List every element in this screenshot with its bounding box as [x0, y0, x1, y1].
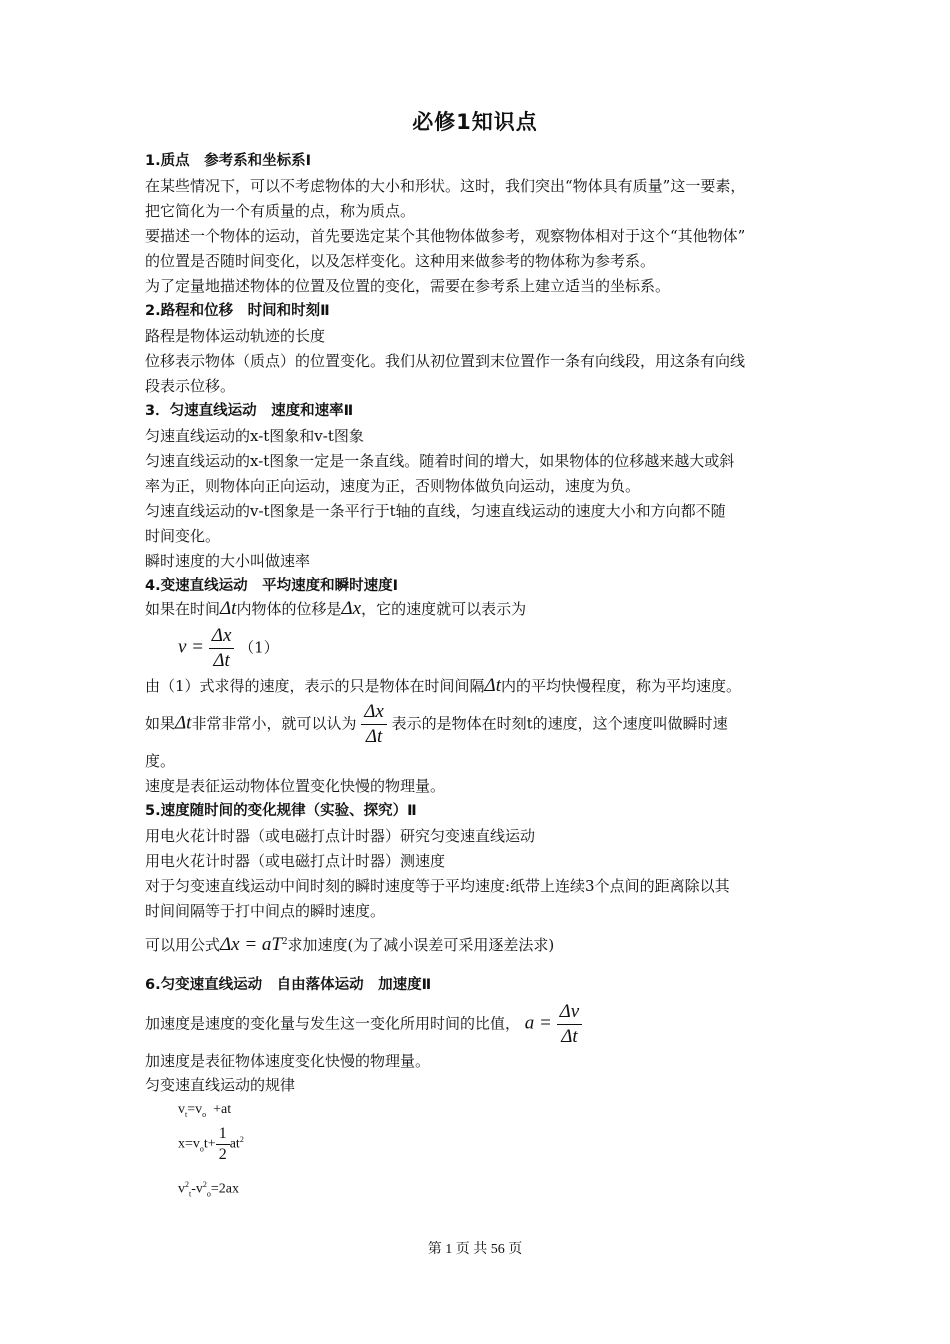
fraction-numerator: Δx — [209, 624, 235, 649]
s4-p3-text-pre: 如果 — [145, 714, 176, 733]
s4-p1-text-pre: 如果在时间 — [145, 600, 221, 618]
s6-paragraph-1 — [145, 1000, 815, 1049]
formula-subscript: o — [206, 1189, 211, 1199]
s1-paragraph-1b: 把它简化为一个有质量的点，称为质点。 — [145, 202, 416, 220]
section-2-heading: 2.路程和位移 时间和时刻Ⅱ — [145, 303, 330, 319]
s6-p1-text-pre: 加速度是速度的变化量与发生这一变化所用时间的比值， — [145, 1014, 521, 1033]
s1-paragraph-3: 为了定量地描述物体的位置及位置的变化，需要在参考系上建立适当的坐标系。 — [145, 277, 671, 295]
formula-part: -v — [191, 1181, 203, 1197]
page-footer: 第 1 页 共 56 页 — [427, 1242, 523, 1257]
s4-paragraph-1 — [145, 600, 815, 618]
formula-part: at — [229, 1136, 240, 1152]
formula-part: v — [178, 1102, 185, 1117]
s4-p3-text-post: 表示的是物体在时刻t的速度，这个速度叫做瞬时速 — [391, 714, 728, 733]
fraction-denominator: 2 — [216, 1144, 230, 1165]
s4-p1-text-mid: 内物体的位移是 — [236, 600, 342, 618]
fraction-numerator: Δv — [557, 1000, 583, 1025]
s4-p2-text-pre: 由（1）式求得的速度，表示的只是物体在时间间隔 — [145, 677, 485, 695]
formula-subscript: o — [202, 1109, 207, 1119]
s1-paragraph-2b: 的位置是否随时间变化，以及怎样变化。这种用来做参考的物体称为参考系。 — [145, 252, 656, 270]
fraction-denominator: Δt — [561, 1026, 578, 1047]
equation-tag: （1） — [239, 638, 279, 657]
equation-fraction — [209, 624, 235, 673]
fraction-denominator: Δt — [365, 726, 383, 747]
s3-paragraph-3b: 时间变化。 — [145, 527, 221, 545]
delta-t-symbol: Δt — [220, 598, 237, 619]
acceleration-fraction — [557, 1000, 583, 1049]
acceleration-lhs: a = — [524, 1012, 552, 1034]
s2-paragraph-1: 路程是物体运动轨迹的长度 — [145, 327, 326, 345]
formula-exponent: 2 — [185, 1180, 189, 1189]
formula-exponent: 2 — [239, 1135, 244, 1145]
section-6-heading: 6.匀变速直线运动 自由落体运动 加速度Ⅱ — [145, 977, 432, 993]
formula-part: =v — [187, 1102, 203, 1117]
formula-exponent: 2 — [282, 935, 288, 947]
delta-t-symbol: Δt — [175, 712, 192, 734]
s4-paragraph-3b: 度。 — [145, 752, 176, 770]
s4-p1-text-post: ，它的速度就可以表示为 — [361, 600, 527, 618]
half-fraction — [216, 1124, 230, 1165]
equation-lhs: v = — [178, 636, 205, 658]
delta-x-formula: Δx = aT — [220, 934, 282, 955]
s2-paragraph-2b: 段表示位移。 — [145, 377, 236, 395]
formula-subscript: o — [199, 1144, 204, 1154]
section-4-heading: 4.变速直线运动 平均速度和瞬时速度Ⅰ — [145, 578, 398, 594]
s6-paragraph-3: 匀变速直线运动的规律 — [145, 1076, 296, 1094]
average-velocity-equation — [178, 624, 848, 673]
fraction-denominator: Δt — [213, 650, 230, 671]
s4-paragraph-3 — [145, 700, 815, 749]
s1-paragraph-1a: 在某些情况下，可以不考虑物体的大小和形状。这时，我们突出“物体具有质量”这一要素， — [145, 177, 746, 195]
s4-paragraph-4: 速度是表征运动物体位置变化快慢的物理量。 — [145, 777, 446, 795]
s4-p3-text-mid: 非常非常小，就可以认为 — [191, 714, 357, 733]
section-3-heading: 3．匀速直线运动 速度和速率Ⅱ — [145, 403, 354, 419]
s3-paragraph-3a: 匀速直线运动的v-t图象是一条平行于t轴的直线，匀速直线运动的速度大小和方向都不随 — [145, 502, 726, 520]
section-1-heading: 1.质点 参考系和坐标系Ⅰ — [145, 153, 311, 169]
s5-p4-text-pre: 可以用公式 — [145, 936, 221, 954]
s1-paragraph-2a: 要描述一个物体的运动，首先要选定某个其他物体做参考，观察物体相对于这个“其他物体” — [145, 227, 746, 245]
s3-paragraph-4: 瞬时速度的大小叫做速率 — [145, 552, 311, 570]
delta-t-symbol: Δt — [484, 675, 501, 696]
s3-paragraph-2b: 率为正，则物体向正向运动，速度为正，否则物体做负向运动，速度为负。 — [145, 477, 641, 495]
formula-part: +at — [213, 1102, 232, 1117]
fraction-numerator: 1 — [218, 1125, 227, 1142]
s4-p2-text-post: 内的平均快慢程度，称为平均速度。 — [500, 677, 741, 695]
s5-paragraph-3b: 时间间隔等于打中间点的瞬时速度。 — [145, 902, 386, 920]
formula-subscript: t — [185, 1109, 188, 1119]
formula-exponent: 2 — [202, 1180, 207, 1189]
s5-paragraph-1: 用电火花计时器（或电磁打点计时器）研究匀变速直线运动 — [145, 827, 536, 845]
instant-velocity-fraction — [361, 700, 387, 749]
page-title: 必修1知识点 — [412, 110, 538, 134]
s2-paragraph-2a: 位移表示物体（质点）的位置变化。我们从初位置到末位置作一条有向线段，用这条有向线 — [145, 352, 746, 370]
s6-paragraph-2: 加速度是表征物体速度变化快慢的物理量。 — [145, 1052, 431, 1070]
section-5-heading: 5.速度随时间的变化规律（实验、探究）Ⅱ — [145, 803, 417, 819]
formula-velocity-time — [178, 1101, 848, 1124]
s5-paragraph-2: 用电火花计时器（或电磁打点计时器）测速度 — [145, 852, 446, 870]
formula-subscript: t — [189, 1189, 192, 1199]
s5-paragraph-4 — [145, 932, 815, 954]
s5-p4-text-post: 求加速度(为了减小误差可采用逐差法求) — [287, 936, 555, 954]
formula-part: t+ — [203, 1136, 216, 1152]
formula-velocity-displacement — [178, 1176, 848, 1203]
s5-paragraph-3a: 对于匀变速直线运动中间时刻的瞬时速度等于平均速度:纸带上连续3个点间的距离除以其 — [145, 877, 730, 895]
formula-displacement-time — [178, 1124, 848, 1165]
formula-part: =2ax — [210, 1181, 240, 1197]
s3-paragraph-1: 匀速直线运动的x-t图象和v-t图象 — [145, 427, 364, 445]
delta-x-symbol: Δx — [341, 598, 362, 619]
s3-paragraph-2a: 匀速直线运动的x-t图象一定是一条直线。随着时间的增大，如果物体的位移越来越大或斜 — [145, 452, 735, 470]
formula-part: v — [178, 1181, 185, 1197]
s4-paragraph-2 — [145, 677, 815, 695]
fraction-numerator: Δx — [361, 700, 387, 725]
formula-part: x=v — [178, 1136, 200, 1152]
